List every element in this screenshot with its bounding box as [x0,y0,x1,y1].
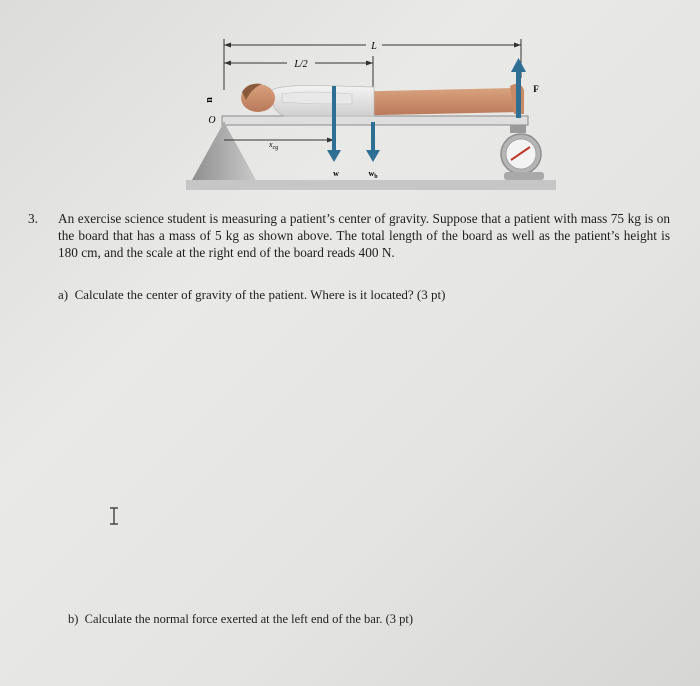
label-F: F [533,84,539,94]
label-xcg: $x_{cg}$ [269,140,279,151]
floor-shadow [186,180,556,190]
patient [241,84,524,116]
label-O: O [208,115,216,126]
board-weight-arrow [366,122,380,180]
label-L-half: L/2 [294,59,308,70]
label-w: w [333,169,339,178]
xcg-dimension [224,138,334,152]
half-length-dimension [224,56,373,90]
part-b [68,612,413,627]
label-L: L [371,41,377,52]
label-n: n [204,97,215,103]
board-diagram [186,30,556,190]
scale-dial [501,125,544,180]
text-cursor-icon [108,506,120,526]
part-a-text: Calculate the center of gravity of the patient. Where is it located? (3 pt) [74,287,446,302]
question-number: 3. [28,211,38,226]
pivot-support [192,122,256,180]
part-b-text: Calculate the normal force exerted at the left end of the bar. (3 pt) [84,612,413,626]
part-b-letter: b) [68,612,79,626]
question-text: An exercise science student is measuring a patient’s center of gravity. Suppose that a patient with mass 75 kg is on the board that has a mass of 5 kg as shown above. The total length of the board as well as the patient’s height is 180 cm, and the scale at the right end of the board reads 400 N. [58,211,670,261]
part-a [58,287,445,303]
part-a-letter: a) [58,287,69,302]
label-wb: $w_b$ [368,169,378,180]
